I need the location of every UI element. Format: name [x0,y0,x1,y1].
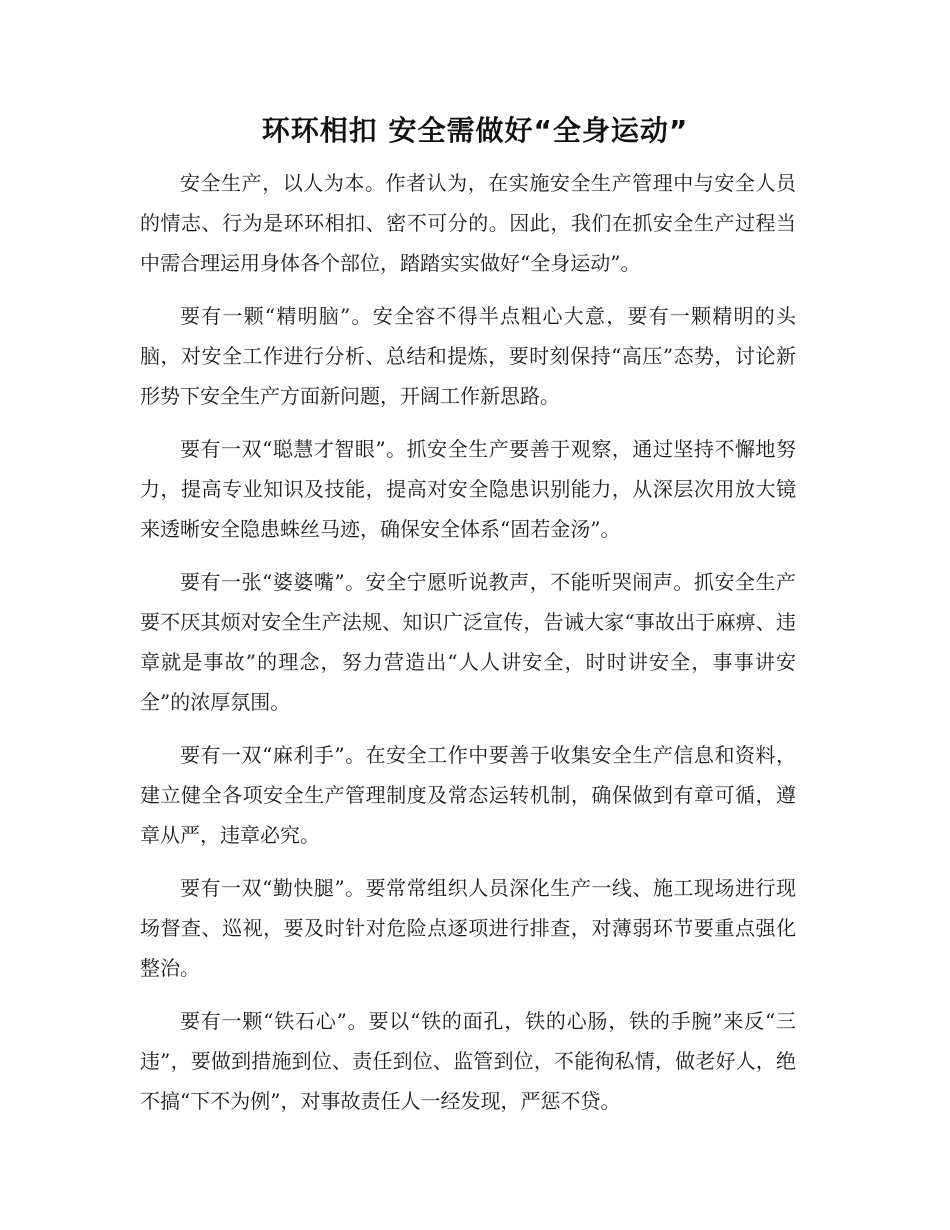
paragraph-heart: 要有一颗“铁石心”。要以“铁的面孔，铁的心肠，铁的手腕”来反“三违”，要做到措施到位、责任到位、监管到位，不能徇私情，做老好人，绝不搞“下不为例”，对事故责任人一经发现，严惩不贷。 [140,1009,796,1113]
document-title: 环环相扣 安全需做好“全身运动” [261,114,689,147]
paragraph-brain: 要有一颗“精明脑”。安全容不得半点粗心大意，要有一颗精明的头脑，对安全工作进行分析、总结和提炼，要时刻保持“高压”态势，讨论新形势下安全生产方面新问题，开阔工作新思路。 [140,304,796,408]
paragraph-intro: 安全生产，以人为本。作者认为，在实施安全生产管理中与安全人员的情志、行为是环环相扣、密不可分的。因此，我们在抓安全生产过程当中需合理运用身体各个部位，踏踏实实做好“全身运动”。 [140,171,796,275]
paragraph-hands: 要有一双“麻利手”。在安全工作中要善于收集安全生产信息和资料，建立健全各项安全生产管理制度及常态运转机制，确保做到有章可循，遵章从严，违章必究。 [140,743,796,847]
paragraph-mouth: 要有一张“婆婆嘴”。安全宁愿听说教声，不能听哭闹声。抓安全生产要不厌其烦对安全生产法规、知识广泛宣传，告诫大家“事故出于麻痹、违章就是事故”的理念，努力营造出“人人讲安全，时时讲安全，事事讲安全”的浓厚氛围。 [140,570,796,714]
document-body [140,163,796,1134]
paragraph-eyes: 要有一双“聪慧才智眼”。抓安全生产要善于观察，通过坚持不懈地努力，提高专业知识及技能，提高对安全隐患识别能力，从深层次用放大镜来透晰安全隐患蛛丝马迹，确保安全体系“固若金汤”。 [140,437,796,541]
paragraph-legs: 要有一双“勤快腿”。要常常组织人员深化生产一线、施工现场进行现场督查、巡视，要及时针对危险点逐项进行排查，对薄弱环节要重点强化整治。 [140,876,796,980]
